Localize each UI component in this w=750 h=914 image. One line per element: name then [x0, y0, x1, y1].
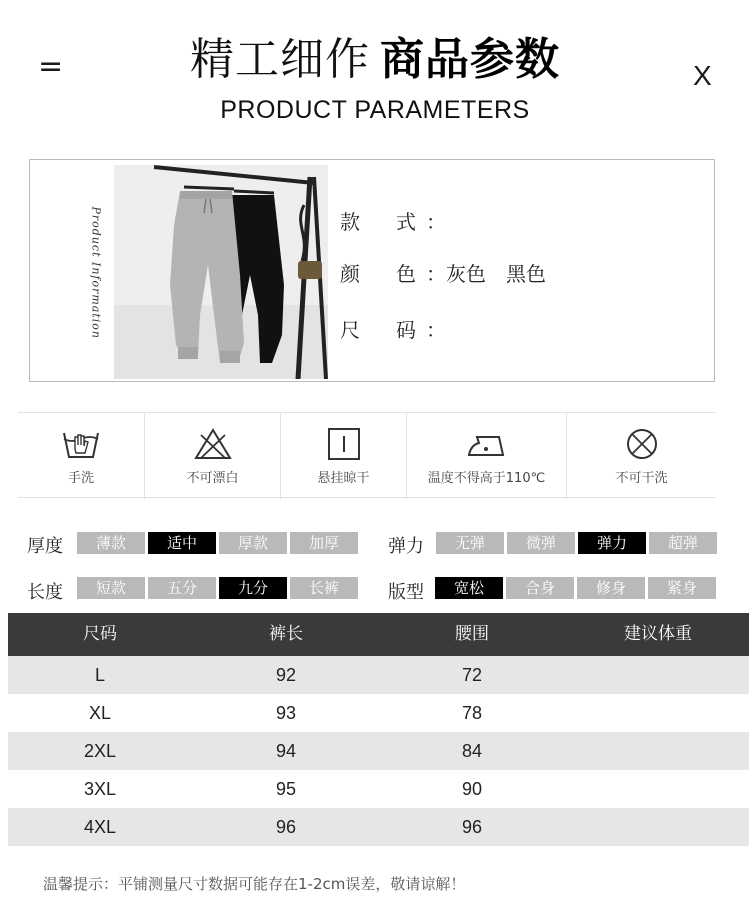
care-item-no-dry-clean: [566, 413, 716, 499]
info-key-b: 色: [396, 262, 416, 286]
table-cell: 95: [275, 779, 297, 799]
product-info-side-text: Product Information: [89, 206, 103, 340]
hand-wash-icon: [61, 427, 101, 461]
info-colon: ：: [426, 210, 446, 234]
care-label: 不可干洗: [615, 471, 668, 486]
spec-option-length: 短款: [77, 577, 145, 599]
product-photo: [114, 165, 328, 379]
table-cell: 78: [461, 703, 483, 723]
title-bold: 商品参数: [380, 34, 560, 85]
spec-option-fit: 宽松: [435, 577, 503, 599]
table-cell: 90: [461, 779, 483, 799]
care-item-no-bleach: [144, 413, 280, 499]
info-key-b: 码: [396, 318, 416, 342]
pants-illustration: [114, 165, 328, 379]
page-subtitle: PRODUCT PARAMETERS: [220, 96, 530, 124]
spec-option-length: 九分: [219, 577, 287, 599]
close-icon[interactable]: X: [693, 60, 712, 91]
care-label: 温度不得高于110℃: [427, 471, 546, 486]
table-row: [8, 770, 749, 808]
care-label: 悬挂晾干: [317, 471, 370, 486]
table-cell: 96: [275, 817, 297, 837]
spec-option-elasticity: 弹力: [578, 532, 646, 554]
spec-label-length: 长度: [27, 582, 63, 603]
care-item-hand-wash: [18, 413, 144, 499]
care-bar: [18, 412, 716, 498]
table-cell: 96: [461, 817, 483, 837]
spec-option-fit: 修身: [577, 577, 645, 599]
table-cell: 4XL: [83, 817, 117, 837]
table-header-cell: 裤长: [269, 624, 303, 644]
spec-option-fit: 合身: [506, 577, 574, 599]
spec-label-fit: 版型: [388, 582, 424, 603]
table-row: [8, 656, 749, 694]
care-item-iron: [406, 413, 566, 499]
care-label: 不可漂白: [186, 471, 239, 486]
info-colon: ：: [426, 318, 446, 342]
spec-option-thickness: 适中: [148, 532, 216, 554]
table-cell: 3XL: [83, 779, 117, 799]
info-key-a: 颜: [340, 262, 360, 286]
table-cell: 72: [461, 665, 483, 685]
table-header-cell: 尺码: [83, 624, 117, 644]
spec-option-elasticity: 微弹: [507, 532, 575, 554]
spec-option-length: 长裤: [290, 577, 358, 599]
iron-icon: [465, 427, 509, 461]
table-row: [8, 732, 749, 770]
table-cell: 84: [461, 741, 483, 761]
table-row: [8, 808, 749, 846]
care-label: 手洗: [67, 471, 94, 486]
care-item-hang-dry: [280, 413, 406, 499]
spec-option-fit: 紧身: [648, 577, 716, 599]
spec-option-length: 五分: [148, 577, 216, 599]
no-bleach-icon: [193, 427, 233, 461]
table-cell: 92: [275, 665, 297, 685]
no-dry-clean-icon: [622, 427, 662, 461]
spec-label-thickness: 厚度: [27, 536, 63, 557]
table-row: [8, 694, 749, 732]
spec-option-elasticity: 超弹: [649, 532, 717, 554]
info-key-a: 尺: [340, 318, 360, 342]
hang-dry-icon: [324, 427, 364, 461]
info-value: 灰色 黑色: [446, 262, 546, 286]
spec-label-elasticity: 弹力: [388, 536, 424, 557]
spec-option-thickness: 加厚: [290, 532, 358, 554]
table-cell: 2XL: [83, 741, 117, 761]
table-header-cell: 腰围: [455, 624, 489, 644]
table-header-cell: 建议体重: [624, 624, 692, 644]
table-cell: L: [94, 665, 105, 685]
info-row-size: [340, 314, 454, 343]
product-info-side: [82, 200, 110, 350]
size-table-header: [8, 613, 749, 656]
table-cell: XL: [88, 703, 112, 723]
page-title: [0, 34, 750, 86]
table-cell: 94: [275, 741, 297, 761]
info-row-color: [340, 258, 546, 287]
spec-option-thickness: 薄款: [77, 532, 145, 554]
info-colon: ：: [426, 262, 446, 286]
info-row-style: [340, 206, 454, 235]
menu-icon[interactable]: =: [38, 49, 64, 84]
measurement-note: 温馨提示：平铺测量尺寸数据可能存在1-2cm误差，敬请谅解！: [43, 875, 466, 893]
table-cell: 93: [275, 703, 297, 723]
info-key-b: 式: [396, 210, 416, 234]
spec-option-elasticity: 无弹: [436, 532, 504, 554]
spec-option-thickness: 厚款: [219, 532, 287, 554]
info-key-a: 款: [340, 210, 360, 234]
title-light: 精工细作: [190, 34, 370, 85]
